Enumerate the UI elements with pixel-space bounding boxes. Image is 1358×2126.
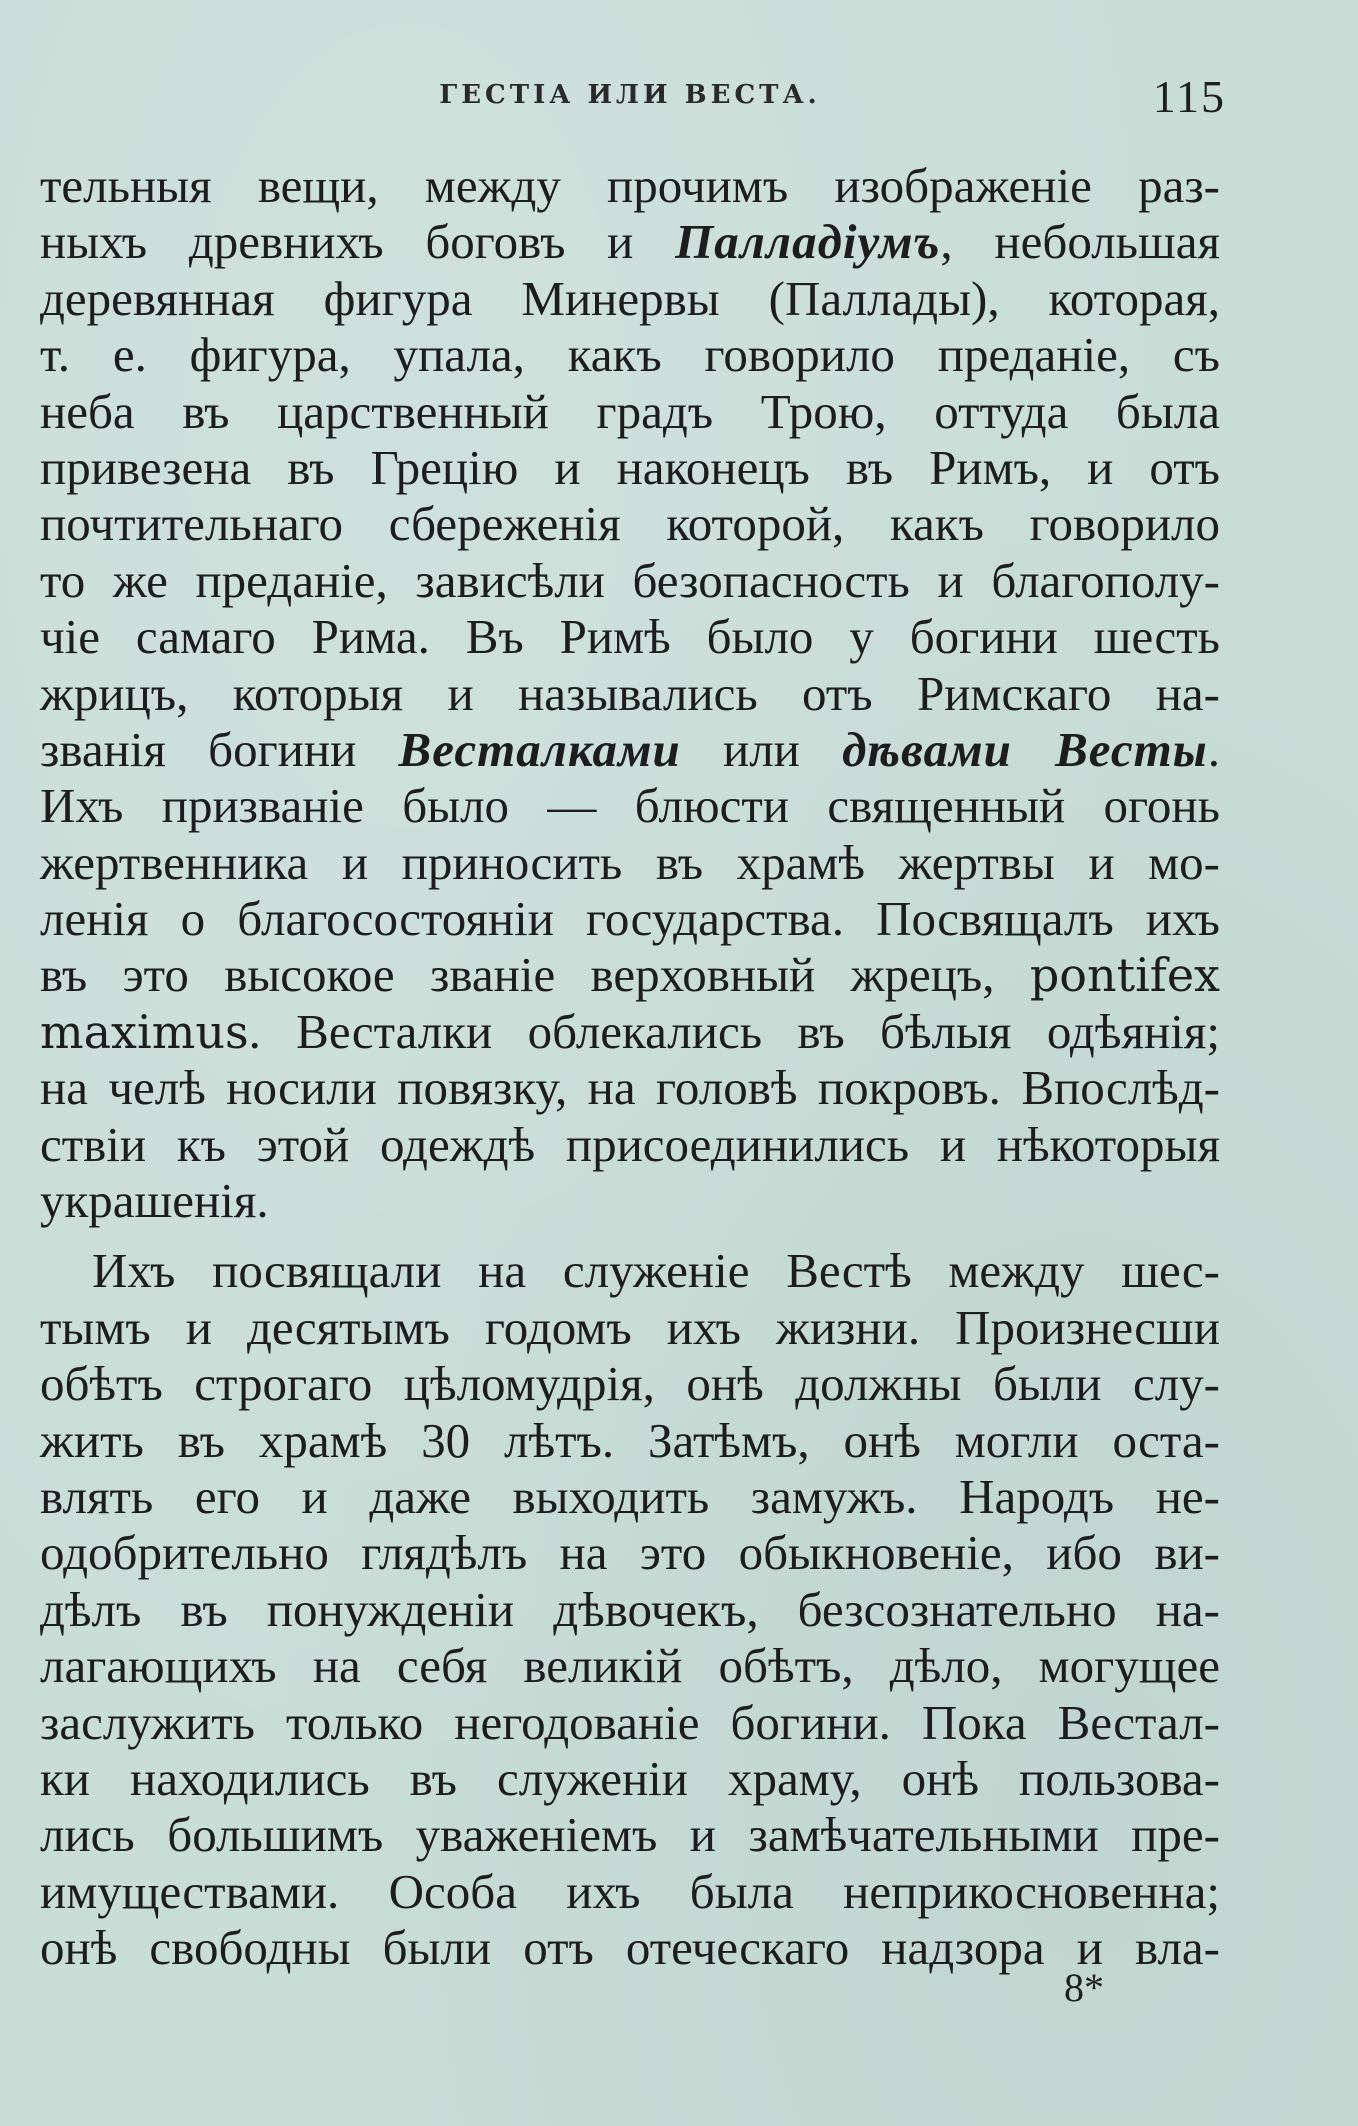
text-line (40, 1356, 1220, 1412)
text-line (40, 947, 1220, 1003)
running-head (40, 70, 1226, 130)
text-run: деревянная фигура Минервы (Паллады), которая, (40, 270, 1220, 326)
text-run: имуществами. Особа ихъ была неприкосновенна; (40, 1863, 1220, 1919)
text-line (40, 1638, 1220, 1694)
text-run: т. е. фигура, упала, какъ говорило преданіе, съ (40, 327, 1220, 383)
text-run: обѣтъ строгаго цѣломудрія, онѣ должны были слу- (40, 1356, 1220, 1412)
text-line (40, 1173, 1220, 1229)
text-line (40, 158, 1220, 214)
paragraph-2 (40, 1243, 1220, 1976)
text-run: жрицъ, которыя и назывались отъ Римскаго на- (40, 665, 1220, 721)
text-run: лагающихъ на себя великій обѣтъ, дѣло, могущее (40, 1638, 1220, 1694)
text-run: . (1207, 721, 1221, 777)
text-line (40, 666, 1220, 722)
text-line (40, 384, 1220, 440)
text-line (40, 722, 1220, 778)
text-run: . Весталки облекались въ бѣлыя одѣянія; (248, 1003, 1220, 1059)
text-run: украшенія. (40, 1173, 269, 1229)
text-run: на челѣ носили повязку, на головѣ покровъ. Впослѣд- (40, 1060, 1220, 1116)
text-run: , небольшая (940, 214, 1221, 270)
text-line (40, 327, 1220, 383)
text-run: ствіи къ этой одеждѣ присоединились и нѣкоторыя (40, 1116, 1220, 1172)
text-line (40, 1117, 1220, 1173)
text-line (40, 496, 1220, 552)
text-run: тельныя вещи, между прочимъ изображеніе раз- (40, 158, 1220, 213)
text-line (40, 553, 1220, 609)
text-run: Ихъ посвящали на служеніе Вестѣ между шес- (92, 1243, 1220, 1299)
text-run: привезена въ Грецію и наконецъ въ Римъ, и отъ (40, 439, 1220, 495)
text-run: жертвенника и приносить въ храмѣ жертвы и мо- (40, 834, 1220, 890)
text-run: почтительнаго сбереженія которой, какъ говорило (40, 496, 1220, 552)
latin-term: maximus (40, 1004, 249, 1059)
text-run: заслужить только негодованіе богини. Пока Вестал- (40, 1694, 1220, 1750)
text-run: дѣлъ въ понужденіи дѣвочекъ, безсознательно на- (40, 1581, 1220, 1637)
emphasized-term: Палладіумъ (675, 214, 941, 270)
text-line (40, 891, 1220, 947)
text-run: то же преданіе, зависѣли безопасность и благополу- (40, 552, 1220, 608)
paragraph-1 (40, 158, 1220, 1229)
text-line (40, 440, 1220, 496)
text-run: Ихъ призваніе было — блюсти священный огонь (40, 778, 1220, 834)
text-run: ныхъ древнихъ боговъ и (40, 214, 676, 270)
text-line (40, 609, 1220, 665)
text-run: влять его и даже выходить замужъ. Народъ не- (40, 1468, 1220, 1524)
text-line (40, 1525, 1220, 1581)
text-line (40, 835, 1220, 891)
text-line (40, 1807, 1220, 1863)
text-run: или (680, 721, 843, 777)
page-number: 115 (1152, 71, 1226, 122)
text-line (40, 1695, 1220, 1751)
text-line (40, 271, 1220, 327)
text-run: одобрительно глядѣлъ на это обыкновеніе, ибо ви- (40, 1525, 1220, 1581)
text-line (40, 1864, 1220, 1920)
text-line (40, 1060, 1220, 1116)
emphasized-term: дѣвами Весты (842, 721, 1208, 777)
book-page (40, 70, 1226, 1977)
emphasized-term: Весталками (398, 721, 681, 777)
text-line (40, 1469, 1220, 1525)
text-run: лись большимъ уваженіемъ и замѣчательными пре- (40, 1807, 1220, 1863)
text-run: тымъ и десятымъ годомъ ихъ жизни. Произнесши (40, 1299, 1220, 1355)
text-line (40, 1751, 1220, 1807)
paragraph-gap (40, 1229, 1220, 1243)
text-line (40, 214, 1220, 270)
text-line (40, 1243, 1220, 1299)
text-run: жить въ храмѣ 30 лѣтъ. Затѣмъ, онѣ могли оста- (40, 1412, 1220, 1468)
text-run: чіе самаго Рима. Въ Римѣ было у богини шесть (40, 609, 1220, 665)
text-line (40, 1300, 1220, 1356)
text-line (40, 778, 1220, 834)
text-line (40, 1920, 1220, 1976)
latin-term: pontifex (1029, 948, 1220, 1003)
text-run: неба въ царственный градъ Трою, оттуда была (40, 383, 1220, 439)
running-title: ГЕСТІА ИЛИ ВЕСТА. (439, 80, 821, 110)
text-run: ленія о благосостояніи государства. Посвящалъ ихъ (40, 891, 1220, 947)
text-line (40, 1413, 1220, 1469)
text-line (40, 1004, 1220, 1060)
text-run: званія богини (40, 721, 399, 777)
text-run: онѣ свободны были отъ отеческаго надзора и вла- (40, 1920, 1220, 1976)
printer-signature-mark: 8* (1064, 1965, 1104, 2010)
text-run: ки находились въ служеніи храму, онѣ пользова- (40, 1750, 1220, 1806)
text-run: въ это высокое званіе верховный жрецъ, (40, 947, 1030, 1003)
text-line (40, 1582, 1220, 1638)
